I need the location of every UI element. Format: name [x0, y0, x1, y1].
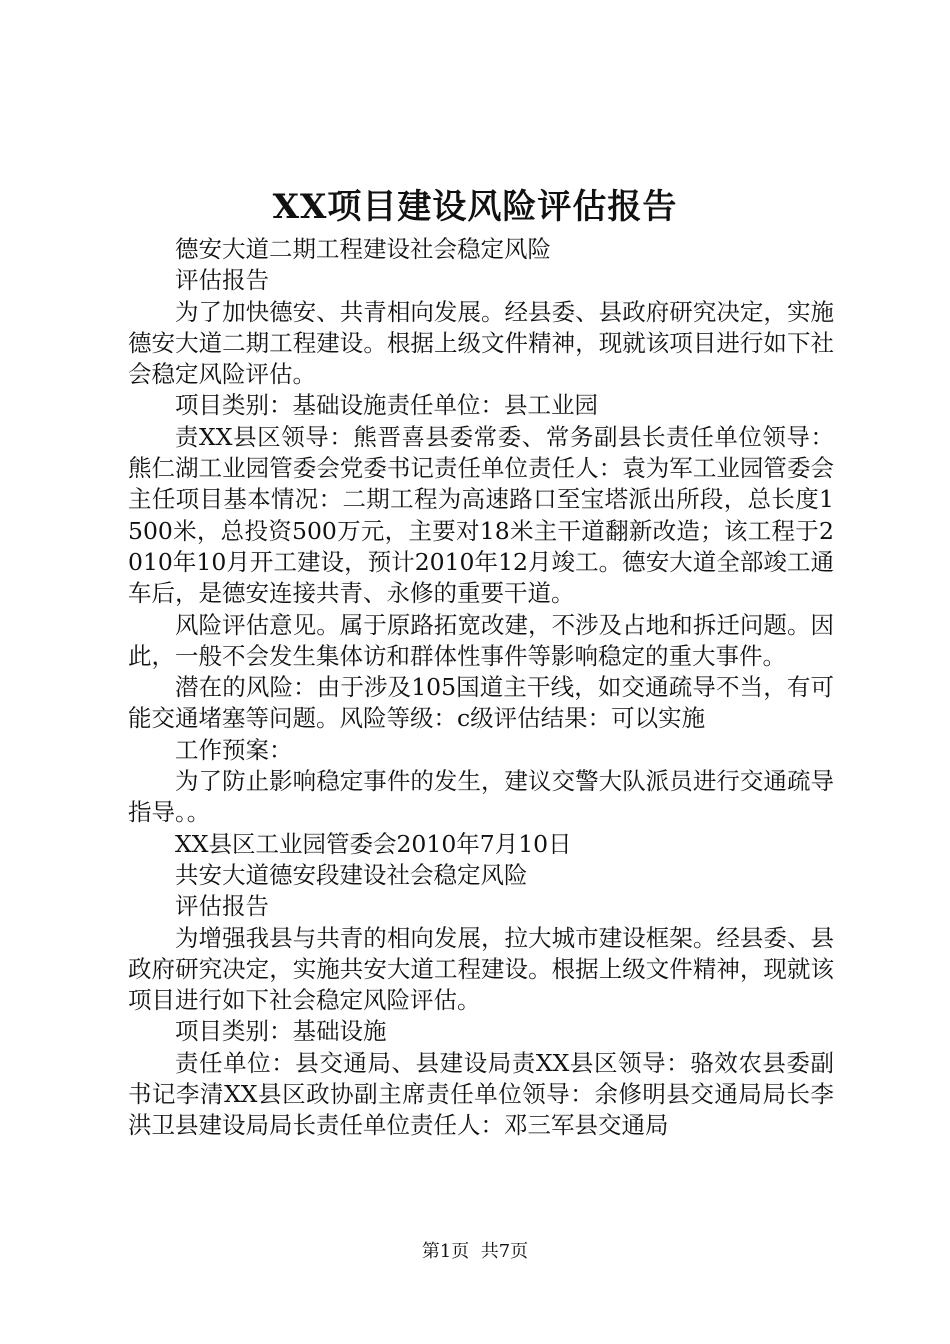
paragraph: 风险评估意见。属于原路拓宽改建，不涉及占地和拆迁问题。因此，一般不会发生集体访和群体性事件等影响稳定的重大事件。 — [128, 610, 834, 670]
paragraph: 共安大道德安段建设社会稳定风险 — [175, 860, 528, 889]
paragraph: 为了防止影响稳定事件的发生，建议交警大队派员进行交通疏导指导。。 — [128, 767, 834, 827]
page-footer — [0, 1240, 950, 1264]
paragraph: 项目类别：基础设施 — [175, 1017, 387, 1046]
paragraph: XX县区工业园管委会2010年7月10日 — [175, 829, 572, 858]
document-body — [128, 234, 834, 1142]
page-total: 共7页 — [480, 1241, 529, 1262]
paragraph: 工作预案： — [175, 735, 293, 764]
paragraph: 项目类别：基础设施责任单位：县工业园 — [175, 391, 598, 420]
paragraph: 为增强我县与共青的相向发展，拉大城市建设框架。经县委、县政府研究决定，实施共安大道工程建设。根据上级文件精神，现就该项目进行如下社会稳定风险评估。 — [128, 923, 834, 1015]
paragraph: 评估报告 — [175, 892, 269, 921]
footer-spacer — [469, 1241, 480, 1262]
paragraph: 德安大道二期工程建设社会稳定风险 — [175, 235, 551, 263]
paragraph: 评估报告 — [175, 266, 269, 295]
paragraph: 为了加快德安、共青相向发展。经县委、县政府研究决定，实施德安大道二期工程建设。根据上级文件精神，现就该项目进行如下社会稳定风险评估。 — [128, 297, 834, 389]
document-title: XX项目建设风险评估报告 — [272, 187, 678, 227]
paragraph: 潜在的风险：由于涉及105国道主干线，如交通疏导不当，有可能交通堵塞等问题。风险等级：c级评估结果：可以实施 — [128, 673, 834, 733]
page-number: 第1页 — [421, 1241, 470, 1262]
paragraph: 责任单位：县交通局、县建设局责XX县区领导：骆效农县委副书记李清XX县区政协副主席责任单位领导：余修明县交通局局长李洪卫县建设局局长责任单位责任人：邓三军县交通局 — [128, 1048, 834, 1140]
paragraph: 责XX县区领导：熊晋喜县委常委、常务副县长责任单位领导：熊仁湖工业园管委会党委书记责任单位责任人：袁为军工业园管委会主任项目基本情况：二期工程为高速路口至宝塔派出所段，总长度1500米，总投资500万元，主要对18米主干道翻新改造；该工程于2010年10月开工建设，预计2010年12月竣工。德安大道全部竣工通车后，是德安连接共青、永修的重要干道。 — [128, 422, 834, 608]
